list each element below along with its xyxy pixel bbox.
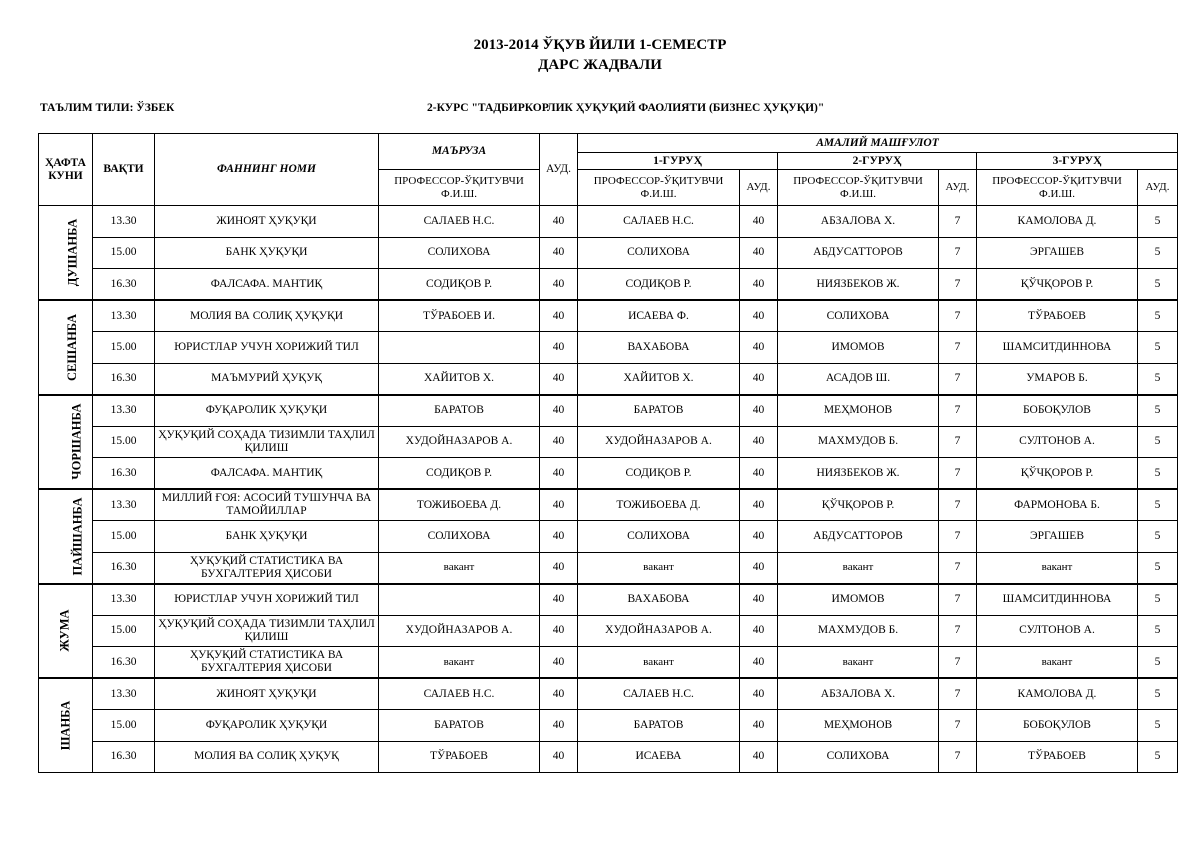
header-subject: ФАННИНГ НОМИ	[155, 134, 379, 206]
cell-time: 16.30	[93, 363, 155, 395]
header-group2: 2-ГУРУҲ	[778, 153, 977, 170]
cell-group3-room: 5	[1138, 426, 1178, 458]
cell-group3-room: 5	[1138, 269, 1178, 301]
cell-group1-room: 40	[740, 363, 778, 395]
day-label: ШАНБА	[57, 700, 72, 751]
cell-group2-teacher: МАХМУДОВ Б.	[778, 615, 939, 647]
day-label: ЖУМА	[58, 609, 72, 652]
day-label: ЧОРШАНБА	[69, 403, 84, 480]
cell-group1-room: 40	[740, 300, 778, 332]
cell-group3-teacher: СУЛТОНОВ А.	[977, 426, 1138, 458]
cell-time: 13.30	[93, 584, 155, 616]
cell-group1-teacher: ХУДОЙНАЗАРОВ А.	[578, 426, 740, 458]
cell-lecture-room: 40	[540, 489, 578, 521]
day-cell	[39, 300, 93, 395]
cell-group1-teacher: ВАХАБОВА	[578, 584, 740, 616]
cell-lecture-room: 40	[540, 269, 578, 301]
cell-group3-teacher: КАМОЛОВА Д.	[977, 678, 1138, 710]
cell-time: 16.30	[93, 741, 155, 773]
cell-group1-room: 40	[740, 647, 778, 679]
cell-group2-room: 7	[939, 647, 977, 679]
table-row	[39, 741, 1178, 773]
day-cell	[39, 206, 93, 301]
cell-time: 13.30	[93, 489, 155, 521]
cell-group3-teacher: КАМОЛОВА Д.	[977, 206, 1138, 238]
document-subtitle: ДАРС ЖАДВАЛИ	[538, 57, 662, 73]
cell-time: 16.30	[93, 458, 155, 490]
cell-lecture-room: 40	[540, 521, 578, 553]
cell-group1-teacher: ИСАЕВА	[578, 741, 740, 773]
cell-group1-teacher: СОДИҚОВ Р.	[578, 269, 740, 301]
table-row	[39, 237, 1178, 269]
cell-lecture-teacher: БАРАТОВ	[379, 395, 540, 427]
cell-lecture-room: 40	[540, 710, 578, 742]
header-practical: АМАЛИЙ МАШҒУЛОТ	[578, 134, 1178, 153]
cell-group3-teacher: вакант	[977, 647, 1138, 679]
header-group3: 3-ГУРУҲ	[977, 153, 1178, 170]
table-row	[39, 300, 1178, 332]
cell-lecture-teacher: ХАЙИТОВ Х.	[379, 363, 540, 395]
cell-group2-teacher: НИЯЗБЕКОВ Ж.	[778, 458, 939, 490]
header-day: ҲАФТА КУНИ	[39, 134, 93, 206]
cell-subject: БАНК ҲУҚУҚИ	[155, 237, 379, 269]
header-lecture-teacher: ПРОФЕССОР-ЎҚИТУВЧИ Ф.И.Ш.	[379, 170, 540, 206]
cell-subject: ЮРИСТЛАР УЧУН ХОРИЖИЙ ТИЛ	[155, 332, 379, 364]
cell-group1-teacher: ИСАЕВА Ф.	[578, 300, 740, 332]
cell-group1-room: 40	[740, 237, 778, 269]
table-row	[39, 710, 1178, 742]
document-title: 2013-2014 ЎҚУВ ЙИЛИ 1-СЕМЕСТР	[473, 37, 727, 53]
cell-group3-room: 5	[1138, 710, 1178, 742]
cell-group3-room: 5	[1138, 678, 1178, 710]
day-cell	[39, 489, 93, 584]
cell-lecture-teacher: БАРАТОВ	[379, 710, 540, 742]
cell-group1-teacher: СОЛИХОВА	[578, 521, 740, 553]
table-row	[39, 521, 1178, 553]
cell-subject: ФАЛСАФА. МАНТИҚ	[155, 269, 379, 301]
cell-group3-teacher: УМАРОВ Б.	[977, 363, 1138, 395]
cell-subject: МОЛИЯ ВА СОЛИҚ ҲУҚУҚ	[155, 741, 379, 773]
cell-group2-teacher: ҚЎЧҚОРОВ Р.	[778, 489, 939, 521]
cell-time: 15.00	[93, 615, 155, 647]
cell-time: 15.00	[93, 710, 155, 742]
table-row	[39, 269, 1178, 301]
cell-group3-teacher: ФАРМОНОВА Б.	[977, 489, 1138, 521]
cell-subject: ҲУҚУҚИЙ СОҲАДА ТИЗИМЛИ ТАҲЛИЛ ҚИЛИШ	[155, 615, 379, 647]
cell-time: 13.30	[93, 206, 155, 238]
cell-subject: ЖИНОЯТ ҲУҚУҚИ	[155, 678, 379, 710]
cell-group2-teacher: НИЯЗБЕКОВ Ж.	[778, 269, 939, 301]
cell-group1-teacher: БАРАТОВ	[578, 710, 740, 742]
header-time: ВАҚТИ	[93, 134, 155, 206]
header-lecture: МАЪРУЗА	[379, 134, 540, 170]
cell-group2-room: 7	[939, 489, 977, 521]
cell-subject: МОЛИЯ ВА СОЛИҚ ҲУҚУҚИ	[155, 300, 379, 332]
cell-group1-room: 40	[740, 584, 778, 616]
cell-group3-teacher: БОБОҚУЛОВ	[977, 395, 1138, 427]
cell-group2-teacher: АБДУСАТТОРОВ	[778, 237, 939, 269]
header-group1-room: АУД.	[740, 170, 778, 206]
cell-group1-room: 40	[740, 458, 778, 490]
cell-group2-room: 7	[939, 395, 977, 427]
cell-group2-teacher: АБЗАЛОВА Х.	[778, 678, 939, 710]
table-row	[39, 615, 1178, 647]
cell-group2-teacher: АБЗАЛОВА Х.	[778, 206, 939, 238]
cell-group2-teacher: СОЛИХОВА	[778, 741, 939, 773]
cell-group3-room: 5	[1138, 458, 1178, 490]
cell-time: 13.30	[93, 395, 155, 427]
cell-lecture-teacher: СОДИҚОВ Р.	[379, 458, 540, 490]
day-label: СЕШАНБА	[64, 313, 79, 381]
cell-subject: ҲУҚУҚИЙ СОҲАДА ТИЗИМЛИ ТАҲЛИЛ ҚИЛИШ	[155, 426, 379, 458]
cell-lecture-room: 40	[540, 237, 578, 269]
cell-group2-room: 7	[939, 552, 977, 584]
cell-lecture-teacher: ТЎРАБОЕВ	[379, 741, 540, 773]
cell-group3-room: 5	[1138, 332, 1178, 364]
cell-group3-room: 5	[1138, 363, 1178, 395]
cell-lecture-teacher: ХУДОЙНАЗАРОВ А.	[379, 615, 540, 647]
cell-group1-room: 40	[740, 678, 778, 710]
cell-lecture-teacher: вакант	[379, 647, 540, 679]
cell-group2-room: 7	[939, 584, 977, 616]
cell-group3-room: 5	[1138, 521, 1178, 553]
cell-group3-room: 5	[1138, 552, 1178, 584]
header-group3-teacher: ПРОФЕССОР-ЎҚИТУВЧИ Ф.И.Ш.	[977, 170, 1138, 206]
cell-group1-room: 40	[740, 206, 778, 238]
cell-lecture-room: 40	[540, 206, 578, 238]
header-group2-teacher: ПРОФЕССОР-ЎҚИТУВЧИ Ф.И.Ш.	[778, 170, 939, 206]
cell-subject: МАЪМУРИЙ ҲУҚУҚ	[155, 363, 379, 395]
cell-time: 15.00	[93, 521, 155, 553]
cell-group2-teacher: АСАДОВ Ш.	[778, 363, 939, 395]
cell-lecture-room: 40	[540, 678, 578, 710]
cell-group3-teacher: ТЎРАБОЕВ	[977, 300, 1138, 332]
cell-lecture-room: 40	[540, 552, 578, 584]
cell-group2-teacher: вакант	[778, 552, 939, 584]
cell-group1-teacher: вакант	[578, 552, 740, 584]
cell-subject: МИЛЛИЙ ҒОЯ: АСОСИЙ ТУШУНЧА ВА ТАМОЙИЛЛАР	[155, 489, 379, 521]
cell-group3-teacher: ШАМСИТДИННОВА	[977, 584, 1138, 616]
cell-group2-room: 7	[939, 678, 977, 710]
cell-group3-teacher: ШАМСИТДИННОВА	[977, 332, 1138, 364]
cell-group2-teacher: СОЛИХОВА	[778, 300, 939, 332]
cell-group2-room: 7	[939, 426, 977, 458]
cell-lecture-teacher: ХУДОЙНАЗАРОВ А.	[379, 426, 540, 458]
day-cell	[39, 584, 93, 679]
day-label: ПАЙШАНБА	[70, 497, 85, 576]
course-label: 2-КУРС "ТАДБИРКОРЛИК ҲУҚУҚИЙ ФАОЛИЯТИ (БИЗНЕС ҲУҚУҚИ)"	[427, 102, 825, 114]
cell-lecture-teacher: вакант	[379, 552, 540, 584]
table-row	[39, 426, 1178, 458]
cell-group1-teacher: СОДИҚОВ Р.	[578, 458, 740, 490]
cell-lecture-room: 40	[540, 615, 578, 647]
cell-group3-room: 5	[1138, 489, 1178, 521]
cell-group1-room: 40	[740, 741, 778, 773]
cell-group1-room: 40	[740, 426, 778, 458]
cell-group3-teacher: ТЎРАБОЕВ	[977, 741, 1138, 773]
cell-time: 16.30	[93, 552, 155, 584]
cell-lecture-teacher: ТОЖИБОЕВА Д.	[379, 489, 540, 521]
header-group3-room: АУД.	[1138, 170, 1178, 206]
cell-lecture-teacher: СОЛИХОВА	[379, 521, 540, 553]
cell-group3-teacher: ҚЎЧҚОРОВ Р.	[977, 269, 1138, 301]
cell-group1-room: 40	[740, 395, 778, 427]
cell-group2-teacher: ИМОМОВ	[778, 332, 939, 364]
cell-group3-room: 5	[1138, 395, 1178, 427]
cell-lecture-room: 40	[540, 426, 578, 458]
schedule-body	[39, 206, 1178, 773]
cell-lecture-room: 40	[540, 395, 578, 427]
day-label: ДУШАНБА	[65, 218, 80, 287]
cell-lecture-room: 40	[540, 584, 578, 616]
cell-group2-room: 7	[939, 332, 977, 364]
cell-group1-teacher: вакант	[578, 647, 740, 679]
cell-group1-teacher: ТОЖИБОЕВА Д.	[578, 489, 740, 521]
cell-time: 13.30	[93, 300, 155, 332]
table-row	[39, 584, 1178, 616]
header-group2-room: АУД.	[939, 170, 977, 206]
cell-subject: ФУҚАРОЛИК ҲУҚУҚИ	[155, 395, 379, 427]
header-lecture-room: АУД.	[540, 134, 578, 206]
cell-group2-room: 7	[939, 269, 977, 301]
cell-group1-room: 40	[740, 552, 778, 584]
cell-lecture-room: 40	[540, 300, 578, 332]
cell-lecture-teacher: САЛАЕВ Н.С.	[379, 678, 540, 710]
cell-time: 16.30	[93, 269, 155, 301]
cell-group1-room: 40	[740, 332, 778, 364]
cell-group3-room: 5	[1138, 237, 1178, 269]
cell-group2-room: 7	[939, 237, 977, 269]
cell-group1-room: 40	[740, 615, 778, 647]
cell-subject: ҲУҚУҚИЙ СТАТИСТИКА ВА БУХГАЛТЕРИЯ ҲИСОБИ	[155, 647, 379, 679]
cell-lecture-teacher	[379, 332, 540, 364]
language-label: ТАЪЛИМ ТИЛИ: ЎЗБЕК	[40, 102, 175, 114]
cell-group3-teacher: вакант	[977, 552, 1138, 584]
cell-group3-teacher: ҚЎЧҚОРОВ Р.	[977, 458, 1138, 490]
cell-group3-teacher: ЭРГАШЕВ	[977, 237, 1138, 269]
table-row	[39, 458, 1178, 490]
cell-time: 15.00	[93, 426, 155, 458]
cell-group1-teacher: СОЛИХОВА	[578, 237, 740, 269]
table-row	[39, 647, 1178, 679]
cell-lecture-room: 40	[540, 741, 578, 773]
cell-group1-teacher: САЛАЕВ Н.С.	[578, 678, 740, 710]
cell-group3-room: 5	[1138, 300, 1178, 332]
cell-lecture-teacher: САЛАЕВ Н.С.	[379, 206, 540, 238]
cell-group2-room: 7	[939, 363, 977, 395]
cell-time: 15.00	[93, 237, 155, 269]
cell-lecture-room: 40	[540, 332, 578, 364]
cell-group1-room: 40	[740, 489, 778, 521]
table-row	[39, 395, 1178, 427]
cell-group1-teacher: ВАХАБОВА	[578, 332, 740, 364]
cell-group3-room: 5	[1138, 615, 1178, 647]
day-cell	[39, 678, 93, 773]
cell-group1-room: 40	[740, 521, 778, 553]
table-row	[39, 332, 1178, 364]
cell-lecture-teacher: СОЛИХОВА	[379, 237, 540, 269]
cell-group3-room: 5	[1138, 206, 1178, 238]
cell-group2-teacher: АБДУСАТТОРОВ	[778, 521, 939, 553]
cell-time: 15.00	[93, 332, 155, 364]
cell-group3-teacher: БОБОҚУЛОВ	[977, 710, 1138, 742]
cell-lecture-room: 40	[540, 647, 578, 679]
cell-subject: ФУҚАРОЛИК ҲУҚУҚИ	[155, 710, 379, 742]
header-group1: 1-ГУРУҲ	[578, 153, 778, 170]
cell-group3-teacher: ЭРГАШЕВ	[977, 521, 1138, 553]
cell-group1-teacher: ХАЙИТОВ Х.	[578, 363, 740, 395]
cell-lecture-teacher: СОДИҚОВ Р.	[379, 269, 540, 301]
cell-subject: ЮРИСТЛАР УЧУН ХОРИЖИЙ ТИЛ	[155, 584, 379, 616]
cell-group2-room: 7	[939, 300, 977, 332]
cell-lecture-room: 40	[540, 363, 578, 395]
cell-group3-room: 5	[1138, 584, 1178, 616]
cell-group2-teacher: МЕҲМОНОВ	[778, 395, 939, 427]
cell-lecture-teacher	[379, 584, 540, 616]
cell-group2-room: 7	[939, 615, 977, 647]
cell-subject: ЖИНОЯТ ҲУҚУҚИ	[155, 206, 379, 238]
cell-group1-teacher: БАРАТОВ	[578, 395, 740, 427]
table-row	[39, 206, 1178, 238]
cell-lecture-room: 40	[540, 458, 578, 490]
cell-group2-teacher: ИМОМОВ	[778, 584, 939, 616]
cell-time: 13.30	[93, 678, 155, 710]
header-group1-teacher: ПРОФЕССОР-ЎҚИТУВЧИ Ф.И.Ш.	[578, 170, 740, 206]
table-row	[39, 489, 1178, 521]
cell-group2-teacher: вакант	[778, 647, 939, 679]
cell-subject: ФАЛСАФА. МАНТИҚ	[155, 458, 379, 490]
cell-group3-teacher: СУЛТОНОВ А.	[977, 615, 1138, 647]
cell-group1-teacher: САЛАЕВ Н.С.	[578, 206, 740, 238]
cell-group2-room: 7	[939, 458, 977, 490]
cell-group1-teacher: ХУДОЙНАЗАРОВ А.	[578, 615, 740, 647]
cell-group2-teacher: МЕҲМОНОВ	[778, 710, 939, 742]
cell-subject: ҲУҚУҚИЙ СТАТИСТИКА ВА БУХГАЛТЕРИЯ ҲИСОБИ	[155, 552, 379, 584]
cell-group2-room: 7	[939, 521, 977, 553]
cell-group1-room: 40	[740, 710, 778, 742]
cell-lecture-teacher: ТЎРАБОЕВ И.	[379, 300, 540, 332]
cell-group3-room: 5	[1138, 647, 1178, 679]
cell-group2-room: 7	[939, 710, 977, 742]
schedule-table	[38, 133, 1178, 773]
cell-group1-room: 40	[740, 269, 778, 301]
cell-subject: БАНК ҲУҚУҚИ	[155, 521, 379, 553]
table-row	[39, 678, 1178, 710]
cell-time: 16.30	[93, 647, 155, 679]
cell-group2-room: 7	[939, 206, 977, 238]
cell-group2-teacher: МАХМУДОВ Б.	[778, 426, 939, 458]
table-row	[39, 363, 1178, 395]
table-row	[39, 552, 1178, 584]
day-cell	[39, 395, 93, 490]
cell-group2-room: 7	[939, 741, 977, 773]
cell-group3-room: 5	[1138, 741, 1178, 773]
